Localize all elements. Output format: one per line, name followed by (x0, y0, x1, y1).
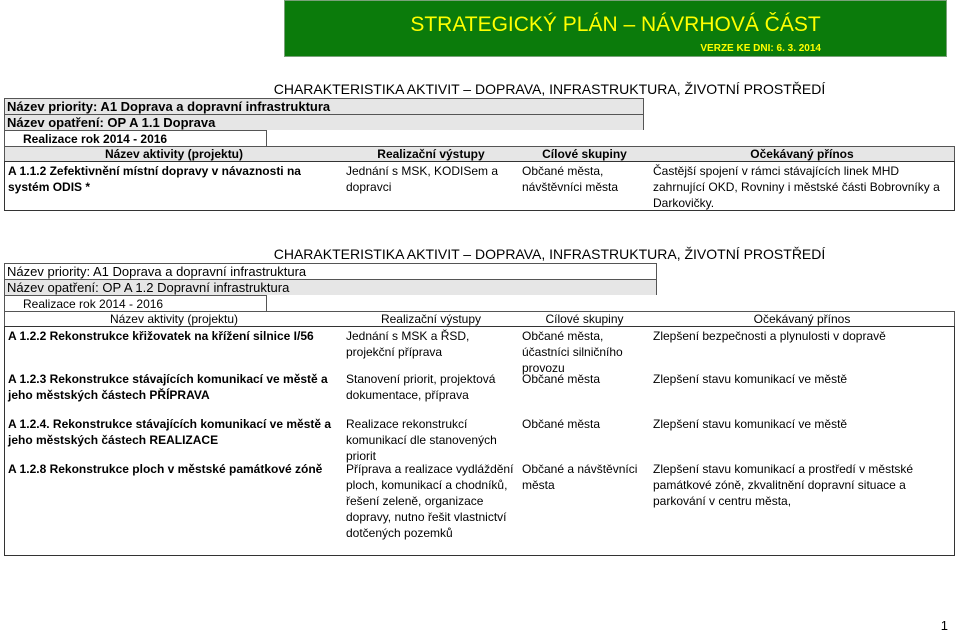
table-row (5, 162, 954, 212)
measure-name: Název opatření: OP A 1.1 Doprava (4, 114, 644, 130)
groups-cell: Občané a návštěvníci města (522, 462, 638, 492)
table-row (5, 370, 954, 415)
table-row (5, 415, 954, 463)
outputs-cell: Jednání s MSK, KODISem a dopravci (346, 164, 499, 194)
outputs-cell: Příprava a realizace vydláždění ploch, komunikací a chodníků, řešení zeleně, organizace dopravy, nutno řešit vlastnictví dotčených pozemků (346, 462, 514, 540)
benefit-cell: Zlepšení stavu komunikací ve městě (653, 417, 848, 431)
col-activity: Název aktivity (projektu) (109, 312, 239, 326)
realization-period: Realizace rok 2014 - 2016 (4, 130, 267, 146)
activity-table (4, 161, 955, 211)
measure-name: Název opatření: OP A 1.2 Dopravní infrastruktura (4, 279, 657, 295)
col-benefit: Očekávaný přínos (753, 312, 851, 326)
realization-period: Realizace rok 2014 - 2016 (4, 295, 267, 311)
benefit-cell: Zlepšení stavu komunikací ve městě (653, 372, 848, 386)
outputs-cell: Stanovení priorit, projektová dokumentace, příprava (346, 372, 496, 402)
col-outputs: Realizační výstupy (380, 312, 482, 326)
header-banner (284, 0, 947, 57)
activity-cell: A 1.2.3 Rekonstrukce stávajících komunikací ve městě a jeho městských částech PŘÍPRAVA (8, 372, 328, 402)
groups-cell: Občané města (522, 417, 601, 431)
outputs-cell: Jednání s MSK a ŘSD, projekční příprava (346, 329, 470, 359)
benefit-cell: Zlepšení bezpečnosti a plynulosti v dopravě (653, 329, 886, 343)
section-title: CHARAKTERISTIKA AKTIVIT – DOPRAVA, INFRASTRUKTURA, ŽIVOTNÍ PROSTŘEDÍ (4, 245, 955, 263)
activity-section-1 (4, 80, 955, 211)
groups-cell: Občané města, účastníci silničního provozu (522, 329, 623, 375)
activity-cell: A 1.2.4. Rekonstrukce stávajících komunikací ve městě a jeho městských částech REALIZACE (8, 417, 332, 447)
table-row (5, 327, 954, 375)
outputs-cell: Realizace rekonstrukcí komunikací dle stanovených priorit (346, 417, 497, 463)
benefit-cell: Častější spojení v rámci stávajících linek MHD zahrnující OKD, Rovniny i městské části Bobrovníky a Darkovičky. (653, 164, 940, 210)
col-activity: Název aktivity (projektu) (104, 147, 244, 161)
activity-cell: A 1.2.8 Rekonstrukce ploch v městské památkové zóně (8, 462, 323, 476)
activity-cell: A 1.1.2 Zefektivnění místní dopravy v návaznosti na systém ODIS * (8, 164, 301, 194)
groups-cell: Občané města, návštěvníci města (522, 164, 619, 194)
page-number: 1 (940, 618, 948, 633)
col-outputs: Realizační výstupy (377, 147, 485, 161)
priority-name: Název priority: A1 Doprava a dopravní infrastruktura (4, 98, 644, 114)
version-date: VERZE KE DNI: 6. 3. 2014 (700, 43, 821, 54)
document-title: STRATEGICKÝ PLÁN – NÁVRHOVÁ ČÁST (410, 13, 821, 36)
table-header (4, 311, 955, 326)
col-benefit: Očekávaný přínos (750, 147, 854, 161)
activity-table (4, 326, 955, 556)
activity-section-2 (4, 245, 955, 556)
col-groups: Cílové skupiny (545, 312, 624, 326)
groups-cell: Občané města (522, 372, 601, 386)
activity-cell: A 1.2.2 Rekonstrukce křižovatek na křížení silnice I/56 (8, 329, 314, 343)
priority-name: Název priority: A1 Doprava a dopravní infrastruktura (4, 263, 657, 279)
table-row (5, 460, 954, 555)
table-header (4, 146, 955, 161)
section-title: CHARAKTERISTIKA AKTIVIT – DOPRAVA, INFRASTRUKTURA, ŽIVOTNÍ PROSTŘEDÍ (4, 80, 955, 98)
col-groups: Cílové skupiny (542, 147, 627, 161)
benefit-cell: Zlepšení stavu komunikací a prostředí v městské památkové zóně, zkvalitnění dopravní situace a parkování v centru města, (653, 462, 914, 508)
